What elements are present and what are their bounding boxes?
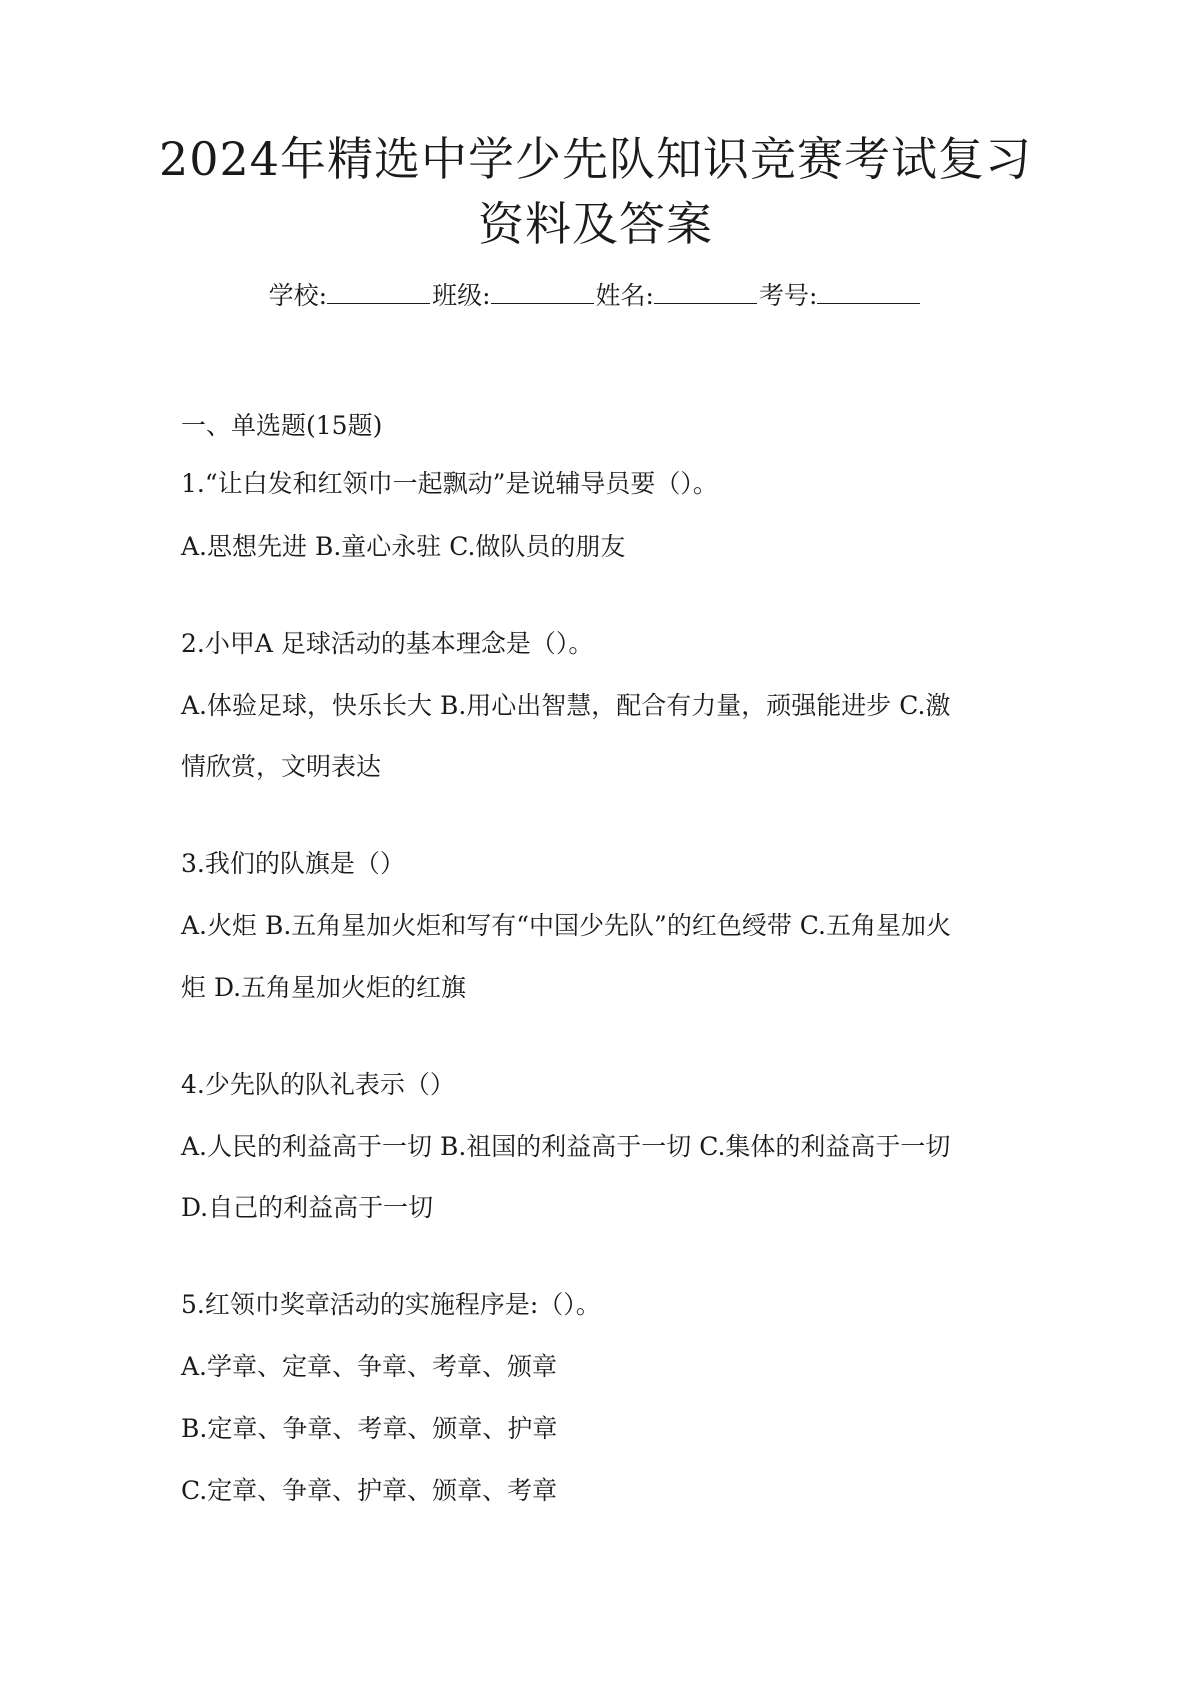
document-title-line-2: 资料及答案 <box>478 197 713 251</box>
question-4-stem: 4.少先队的队礼表示（） <box>181 1070 455 1099</box>
name-label: 姓名: <box>595 281 654 310</box>
question-5-option-b: B.定章、争章、考章、颁章、护章 <box>181 1414 558 1443</box>
question-3-stem: 3.我们的队旗是（） <box>181 849 405 878</box>
class-label: 班级: <box>432 281 491 310</box>
question-1-options-line-1: A.思想先进 B.童心永驻 C.做队员的朋友 <box>181 532 626 561</box>
question-3-options-line-2: 炬 D.五角星加火炬的红旗 <box>181 973 467 1002</box>
exam-number-label: 考号: <box>758 281 818 310</box>
class-blank <box>491 279 594 304</box>
question-5-option-c: C.定章、争章、护章、颁章、考章 <box>181 1476 558 1505</box>
exam-number-blank <box>817 279 920 304</box>
question-5-stem: 5.红领巾奖章活动的实施程序是:（）。 <box>181 1290 601 1319</box>
name-blank <box>654 279 757 304</box>
question-5-option-a: A.学章、定章、争章、考章、颁章 <box>181 1352 558 1381</box>
school-blank <box>327 279 430 304</box>
question-2-stem: 2.小甲A 足球活动的基本理念是（）。 <box>181 629 594 658</box>
question-1-stem: 1.“让白发和红领巾一起飘动”是说辅导员要（）。 <box>181 469 718 498</box>
section-heading: 一、单选题(15题) <box>181 411 383 440</box>
question-2-options-line-1: A.体验足球，快乐长大 B.用心出智慧，配合有力量，顽强能进步 C.激 <box>181 691 951 720</box>
document-title-line-1: 2024年精选中学少先队知识竞赛考试复习 <box>158 132 1033 186</box>
question-3-options-line-1: A.火炬 B.五角星加火炬和写有“中国少先队”的红色绶带 C.五角星加火 <box>181 911 951 940</box>
question-2-options-line-2: 情欣赏，文明表达 <box>181 752 382 781</box>
question-4-options-line-2: D.自己的利益高于一切 <box>181 1193 434 1222</box>
question-4-options-line-1: A.人民的利益高于一切 B.祖国的利益高于一切 C.集体的利益高于一切 <box>181 1132 951 1161</box>
school-label: 学校: <box>268 281 328 310</box>
student-info-line <box>0 279 1191 313</box>
